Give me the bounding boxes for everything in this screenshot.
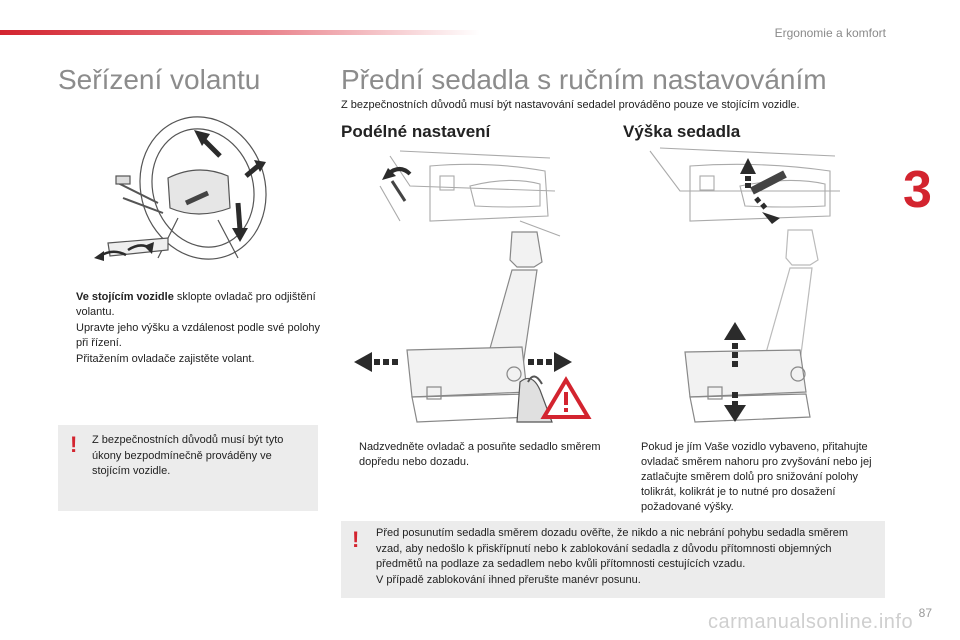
seats-intro: Z bezpečnostních důvodů musí být nastavování sedadel prováděno pouze ve stojícím vozidle.	[341, 99, 800, 111]
height-heading: Výška sedadla	[623, 122, 741, 141]
warning-icon: !	[352, 527, 360, 552]
steering-wheel-illustration	[88, 108, 278, 268]
longitudinal-step	[341, 440, 601, 471]
longitudinal-heading: Podélné nastavení	[341, 122, 491, 141]
chapter-title: Ergonomie a komfort	[774, 26, 886, 40]
warning-icon: !	[70, 432, 78, 457]
watermark: carmanualsonline.info	[708, 611, 914, 633]
steering-steps	[58, 290, 320, 368]
height-step	[623, 440, 885, 516]
steering-title: Seřízení volantu	[58, 64, 261, 95]
seat-longitudinal-illustration	[352, 222, 592, 427]
list-item: Přitažením ovladače zajistěte volant.	[76, 353, 255, 365]
seat-height-illustration	[640, 222, 880, 427]
steering-warning-text: Z bezpečnostních důvodů musí být tyto úkony bezpodmínečně prováděny ve stojícím vozidle.	[92, 434, 284, 477]
seat-warning-text: Před posunutím sedadla směrem dozadu ověřte, že nikdo a nic nebrání pohybu sedadla směrem vzad, aby nedošlo k přiskřípnutí nebo k zablokování sedadla z důvodu přítomnosti objemných předmětů na podlaze za sedadlem nebo kvůli přítomnosti cestujících vzadu. V případě zablokování ihned přerušte manévr posunu.	[376, 527, 849, 586]
top-accent-bar	[0, 30, 480, 35]
page-number: 87	[918, 606, 932, 620]
chapter-number: 3	[903, 161, 932, 219]
list-item: Upravte jeho výšku a vzdálenost podle své polohy při řízení.	[76, 322, 320, 349]
list-item: Pokud je jím Vaše vozidlo vybaveno, přitahujte ovladač směrem nahoru pro zvyšování nebo jej zatlačujte směrem dolů pro snižování polohy tolikrát, kolikrát je to nutné pro dosažení požadované výšky.	[641, 441, 872, 513]
seats-title: Přední sedadla s ručním nastavováním	[341, 64, 827, 95]
list-item: Nadzvedněte ovladač a posuňte sedadlo směrem dopředu nebo dozadu.	[359, 441, 601, 468]
list-item: Ve stojícím vozidle sklopte ovladač pro odjištění volantu.	[76, 291, 316, 318]
